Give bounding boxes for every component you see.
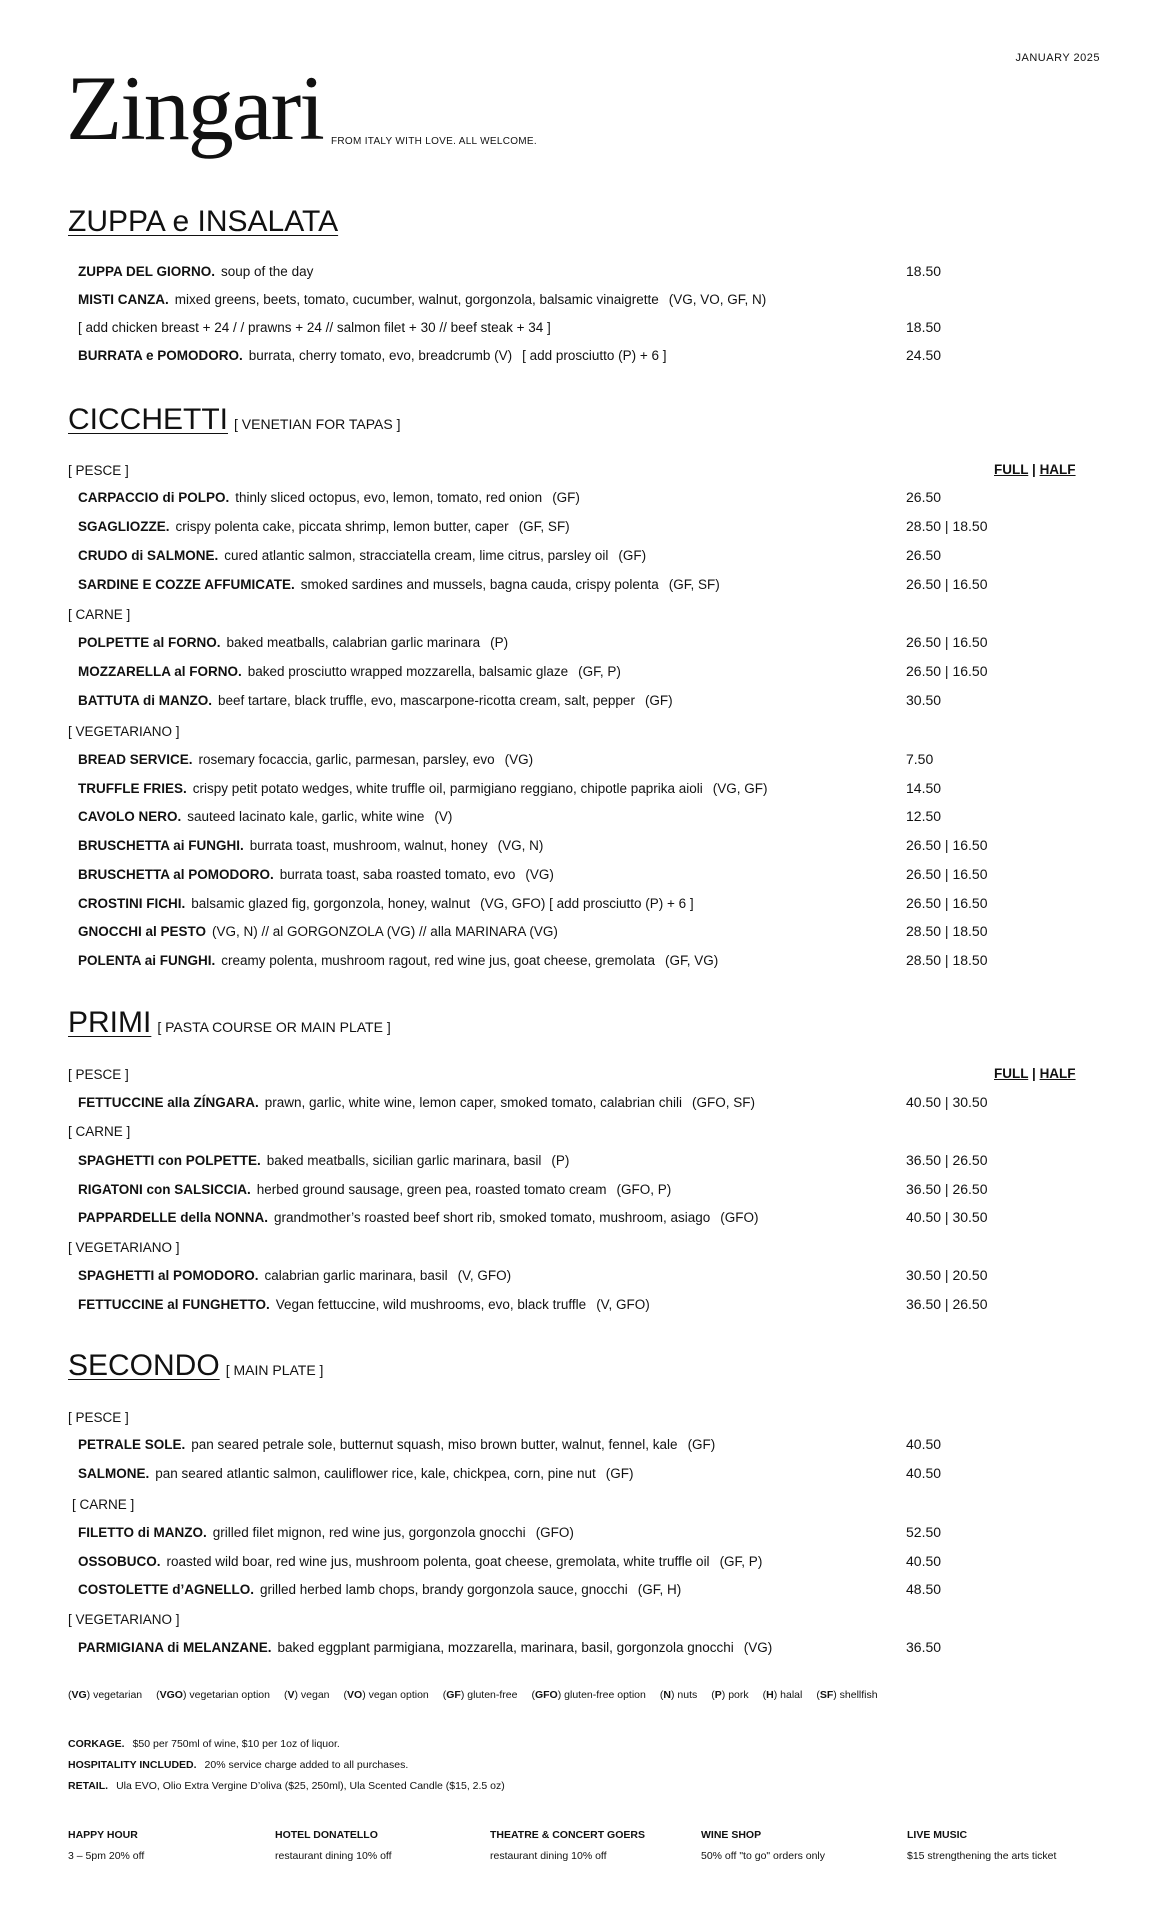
item-name: BURRATA e POMODORO. xyxy=(78,348,243,363)
item-name: SGAGLIOZZE. xyxy=(78,519,170,534)
item-name: BREAD SERVICE. xyxy=(78,752,193,767)
legend-label: gluten-free xyxy=(467,1689,518,1701)
item-desc: grilled herbed lamb chops, brandy gorgonzola sauce, gnocchi xyxy=(260,1582,628,1597)
section-title-secondo: SECONDO [ MAIN PLATE ] xyxy=(68,1349,324,1382)
item-desc: smoked sardines and mussels, bagna cauda, crispy polenta xyxy=(300,577,659,592)
legend-entry: (SF) shellfish xyxy=(816,1689,878,1701)
item-name: TRUFFLE FRIES. xyxy=(78,781,187,796)
item-desc: soup of the day xyxy=(221,264,314,279)
category-vegetariano: [ VEGETARIANO ] xyxy=(68,1240,180,1255)
promo-text: 3 – 5pm 20% off xyxy=(68,1850,145,1862)
item-tags: (V, GFO) xyxy=(457,1268,512,1283)
logo: Zingari xyxy=(66,57,323,159)
item-desc: pan seared atlantic salmon, cauliflower rice, kale, chickpea, corn, pine nut xyxy=(155,1466,596,1481)
item-name: FETTUCCINE al FUNGHETTO. xyxy=(78,1297,270,1312)
note-label: RETAIL. xyxy=(68,1780,109,1792)
item-desc: herbed ground sausage, green pea, roasted tomato cream xyxy=(256,1182,607,1197)
promo-title: LIVE MUSIC xyxy=(907,1829,968,1841)
item-price: 26.50 | 16.50 xyxy=(906,866,988,882)
category-pesce: [ PESCE ] xyxy=(68,1067,129,1082)
legend-entry: (GFO) gluten-free option xyxy=(531,1689,646,1701)
promo-text: 50% off "to go" orders only xyxy=(701,1850,826,1862)
item-tags: (GF) xyxy=(605,1466,634,1481)
item-name: CAVOLO NERO. xyxy=(78,809,182,824)
item-desc: crispy polenta cake, piccata shrimp, lemon butter, caper xyxy=(175,519,509,534)
menu-date: JANUARY 2025 xyxy=(1015,52,1100,64)
full-half-header: FULL | HALF xyxy=(994,462,1076,477)
item-price: 48.50 xyxy=(906,1581,942,1597)
item-price: 36.50 | 26.50 xyxy=(906,1152,988,1168)
promo-title: HAPPY HOUR xyxy=(68,1829,138,1841)
item-tags: (GF) xyxy=(687,1437,716,1452)
item-desc: pan seared petrale sole, butternut squash, miso brown butter, walnut, fennel, kale xyxy=(191,1437,678,1452)
promo-title: THEATRE & CONCERT GOERS xyxy=(490,1829,645,1841)
item-tags: (GF) xyxy=(644,693,673,708)
legend-code: SF xyxy=(819,1689,834,1701)
item-tags: [ add prosciutto (P) + 6 ] xyxy=(522,348,667,363)
item-tags: (VG, GF) xyxy=(712,781,768,796)
item-tags: (GF) xyxy=(552,490,580,505)
item-price: 12.50 xyxy=(906,808,942,824)
item-price: 26.50 xyxy=(906,547,942,563)
item-price: 26.50 | 16.50 xyxy=(906,837,988,853)
item-price: 36.50 | 26.50 xyxy=(906,1181,988,1197)
item-desc: rosemary focaccia, garlic, parmesan, parsley, evo xyxy=(198,752,495,767)
promo-title: HOTEL DONATELLO xyxy=(275,1829,378,1841)
item-price: 40.50 xyxy=(906,1553,942,1569)
item-price: 30.50 xyxy=(906,692,942,708)
item-name: GNOCCHI al PESTO xyxy=(78,924,207,939)
legend-label: vegan xyxy=(300,1689,330,1701)
item-price: 26.50 | 16.50 xyxy=(906,634,988,650)
item-price: 14.50 xyxy=(906,780,942,796)
item-desc: burrata toast, mushroom, walnut, honey xyxy=(249,838,488,853)
section-subtitle: [ MAIN PLATE ] xyxy=(225,1362,324,1378)
legend-entry: (GF) gluten-free xyxy=(442,1689,518,1701)
item-name: OSSOBUCO. xyxy=(78,1554,161,1569)
item-price: 40.50 | 30.50 xyxy=(906,1209,988,1225)
promo-text: restaurant dining 10% off xyxy=(490,1850,607,1862)
item-price: 26.50 | 16.50 xyxy=(906,895,988,911)
promo-title: WINE SHOP xyxy=(701,1829,762,1841)
category-vegetariano: [ VEGETARIANO ] xyxy=(68,724,180,739)
item-desc: prawn, garlic, white wine, lemon caper, smoked tomato, calabrian chili xyxy=(264,1095,682,1110)
item-name: PETRALE SOLE. xyxy=(78,1437,186,1452)
legend-entry: (VO) vegan option xyxy=(343,1689,429,1701)
item-price: 28.50 | 18.50 xyxy=(906,923,988,939)
legend-entry: (N) nuts xyxy=(659,1689,698,1701)
item-price: 52.50 xyxy=(906,1524,942,1540)
item-price: 26.50 | 16.50 xyxy=(906,576,988,592)
item-tags: (GF) xyxy=(618,548,647,563)
legend-entry: (P) pork xyxy=(711,1689,749,1701)
item-tags: (GF, SF) xyxy=(518,519,570,534)
section-subtitle: [ PASTA COURSE OR MAIN PLATE ] xyxy=(157,1019,391,1035)
item-name: POLPETTE al FORNO. xyxy=(78,635,221,650)
item-tags: (GF, VG) xyxy=(665,953,719,968)
category-pesce: [ PESCE ] xyxy=(68,1410,129,1425)
legend-code: V xyxy=(287,1689,295,1701)
item-name: CARPACCIO di POLPO. xyxy=(78,490,230,505)
section-title-cicchetti: CICCHETTI [ VENETIAN FOR TAPAS ] xyxy=(68,403,401,436)
item-name: SPAGHETTI con POLPETTE. xyxy=(78,1153,261,1168)
item-desc: Vegan fettuccine, wild mushrooms, evo, black truffle xyxy=(275,1297,587,1312)
item-desc: balsamic glazed fig, gorgonzola, honey, walnut xyxy=(191,896,471,911)
note-text: Ula EVO, Olio Extra Vergine D’oliva ($25, 250ml), Ula Scented Candle ($15, 2.5 oz) xyxy=(116,1780,505,1792)
legend-code: H xyxy=(766,1689,774,1701)
item-desc: crispy petit potato wedges, white truffle oil, parmigiano reggiano, chipotle paprika aioli xyxy=(192,781,703,796)
category-pesce: [ PESCE ] xyxy=(68,463,129,478)
item-name: SALMONE. xyxy=(78,1466,150,1481)
item-desc: baked eggplant parmigiana, mozzarella, marinara, basil, gorgonzola gnocchi xyxy=(277,1640,734,1655)
item-tags: (GFO) xyxy=(720,1210,759,1225)
legend-label: halal xyxy=(780,1689,803,1701)
item-desc: calabrian garlic marinara, basil xyxy=(264,1268,448,1283)
item-price: 26.50 xyxy=(906,489,942,505)
item-tags: (VG, VO, GF, N) xyxy=(668,292,767,307)
item-desc: baked prosciutto wrapped mozzarella, balsamic glaze xyxy=(247,664,569,679)
note-label: CORKAGE. xyxy=(68,1738,125,1750)
item-name: RIGATONI con SALSICCIA. xyxy=(78,1182,251,1197)
item-name: PAPPARDELLE della NONNA. xyxy=(78,1210,269,1225)
note-label: HOSPITALITY INCLUDED. xyxy=(68,1759,197,1771)
full-half-header: FULL | HALF xyxy=(994,1066,1076,1081)
item-price: 28.50 | 18.50 xyxy=(906,518,988,534)
item-name: MOZZARELLA al FORNO. xyxy=(78,664,242,679)
note-text: $50 per 750ml of wine, $10 per 1oz of liquor. xyxy=(132,1738,340,1750)
item-tags: (VG, GFO) [ add prosciutto (P) + 6 ] xyxy=(480,896,694,911)
menu-item xyxy=(78,752,1088,767)
item-price: 18.50 xyxy=(906,263,942,279)
item-name: COSTOLETTE d’AGNELLO. xyxy=(78,1582,255,1597)
item-name: ZUPPA DEL GIORNO. xyxy=(78,264,216,279)
dietary-legend xyxy=(68,1689,892,1701)
item-tags: (GFO) xyxy=(535,1525,574,1540)
promo-block xyxy=(68,1829,144,1862)
legend-entry: (VG) vegetarian xyxy=(68,1689,143,1701)
category-carne: [ CARNE ] xyxy=(68,607,131,622)
item-desc: roasted wild boar, red wine jus, mushroom polenta, goat cheese, gremolata, white truffle oil xyxy=(166,1554,710,1569)
legend-entry: (V) vegan xyxy=(283,1689,330,1701)
item-name: CROSTINI FICHI. xyxy=(78,896,186,911)
tagline: FROM ITALY WITH LOVE. ALL WELCOME. xyxy=(331,136,537,147)
item-name: BATTUTA di MANZO. xyxy=(78,693,212,708)
item-price: 40.50 xyxy=(906,1465,942,1481)
legend-entry: (H) halal xyxy=(762,1689,803,1701)
item-tags: (GF, P) xyxy=(578,664,621,679)
item-desc: cured atlantic salmon, stracciatella cream, lime citrus, parsley oil xyxy=(224,548,609,563)
item-price: 24.50 xyxy=(906,347,942,363)
item-price: 30.50 | 20.50 xyxy=(906,1267,988,1283)
item-tags: (GF, H) xyxy=(637,1582,682,1597)
legend-label: vegetarian xyxy=(93,1689,143,1701)
item-price: 18.50 xyxy=(906,319,942,335)
item-desc: (VG, N) // al GORGONZOLA (VG) // alla MARINARA (VG) xyxy=(212,924,558,939)
legend-code: VO xyxy=(347,1689,363,1701)
item-tags: (V, GFO) xyxy=(596,1297,650,1312)
section-title-zuppa: ZUPPA e INSALATA xyxy=(68,205,339,238)
item-name: MISTI CANZA. xyxy=(78,292,169,307)
category-vegetariano: [ VEGETARIANO ] xyxy=(68,1612,180,1627)
legend-label: pork xyxy=(728,1689,749,1701)
item-price: 7.50 xyxy=(906,751,934,767)
legend-label: shellfish xyxy=(839,1689,878,1701)
note-text: 20% service charge added to all purchases. xyxy=(204,1759,409,1771)
legend-code: GF xyxy=(446,1689,461,1701)
item-tags: (VG) xyxy=(525,867,554,882)
legend-entry: (VGO) vegetarian option xyxy=(156,1689,270,1701)
item-desc: burrata, cherry tomato, evo, breadcrumb (V) xyxy=(248,348,513,363)
item-tags: (P) xyxy=(490,635,509,650)
item-tags: (GF, SF) xyxy=(668,577,720,592)
item-tags: (GFO, SF) xyxy=(691,1095,755,1110)
item-tags: (P) xyxy=(551,1153,570,1168)
item-desc: baked meatballs, calabrian garlic marinara xyxy=(226,635,481,650)
promo-block xyxy=(701,1829,825,1862)
item-price: 36.50 xyxy=(906,1639,942,1655)
item-desc: creamy polenta, mushroom ragout, red wine jus, goat cheese, gremolata xyxy=(221,953,655,968)
item-name: CRUDO di SALMONE. xyxy=(78,548,219,563)
item-price: 36.50 | 26.50 xyxy=(906,1296,988,1312)
item-desc: grandmother’s roasted beef short rib, smoked tomato, mushroom, asiago xyxy=(274,1210,711,1225)
menu-item xyxy=(78,292,1088,307)
item-tags: (GF, P) xyxy=(719,1554,763,1569)
item-desc: baked meatballs, sicilian garlic marinara, basil xyxy=(266,1153,542,1168)
item-name: PARMIGIANA di MELANZANE. xyxy=(78,1640,272,1655)
item-desc: beef tartare, black truffle, evo, mascarpone-ricotta cream, salt, pepper xyxy=(217,693,635,708)
item-tags: (VG) xyxy=(743,1640,773,1655)
promo-block xyxy=(275,1829,392,1862)
legend-label: vegan option xyxy=(368,1689,429,1701)
promo-block xyxy=(907,1829,1056,1862)
item-desc: sauteed lacinato kale, garlic, white wine xyxy=(187,809,425,824)
info-note xyxy=(68,1780,505,1792)
item-desc: mixed greens, beets, tomato, cucumber, walnut, gorgonzola, balsamic vinaigrette xyxy=(174,292,659,307)
item-price: 40.50 xyxy=(906,1436,942,1452)
info-note xyxy=(68,1738,340,1750)
item-desc: thinly sliced octopus, evo, lemon, tomato, red onion xyxy=(235,490,543,505)
item-name: POLENTA ai FUNGHI. xyxy=(78,953,216,968)
legend-code: VGO xyxy=(159,1689,183,1701)
item-tags: (VG) xyxy=(504,752,534,767)
legend-label: gluten-free option xyxy=(564,1689,646,1701)
item-name: BRUSCHETTA al POMODORO. xyxy=(78,867,274,882)
info-note xyxy=(68,1759,408,1771)
item-price: 26.50 | 16.50 xyxy=(906,663,988,679)
item-desc: burrata toast, saba roasted tomato, evo xyxy=(279,867,516,882)
legend-code: P xyxy=(714,1689,722,1701)
category-carne: [ CARNE ] xyxy=(72,1497,135,1512)
legend-label: vegetarian option xyxy=(189,1689,270,1701)
item-name: FILETTO di MANZO. xyxy=(78,1525,207,1540)
item-tags: (GFO, P) xyxy=(616,1182,672,1197)
promo-text: restaurant dining 10% off xyxy=(275,1850,392,1862)
item-desc: [ add chicken breast + 24 / / prawns + 24 // salmon filet + 30 // beef steak + 34 ] xyxy=(78,320,551,335)
category-carne: [ CARNE ] xyxy=(68,1124,131,1139)
item-tags: (VG, N) xyxy=(497,838,544,853)
item-price: 28.50 | 18.50 xyxy=(906,952,988,968)
legend-code: N xyxy=(663,1689,671,1701)
legend-label: nuts xyxy=(677,1689,698,1701)
item-price: 40.50 | 30.50 xyxy=(906,1094,988,1110)
item-desc: grilled filet mignon, red wine jus, gorgonzola gnocchi xyxy=(212,1525,526,1540)
section-title-primi: PRIMI [ PASTA COURSE OR MAIN PLATE ] xyxy=(68,1006,391,1039)
section-subtitle: [ VENETIAN FOR TAPAS ] xyxy=(234,416,401,432)
item-tags: (V) xyxy=(434,809,453,824)
item-name: SARDINE E COZZE AFFUMICATE. xyxy=(78,577,295,592)
legend-code: VG xyxy=(71,1689,87,1701)
item-name: SPAGHETTI al POMODORO. xyxy=(78,1268,259,1283)
promo-block xyxy=(490,1829,645,1862)
legend-code: GFO xyxy=(534,1689,558,1701)
item-name: FETTUCCINE alla ZÍNGARA. xyxy=(78,1095,259,1110)
item-name: BRUSCHETTA ai FUNGHI. xyxy=(78,838,244,853)
promo-text: $15 strengthening the arts ticket xyxy=(907,1850,1057,1862)
